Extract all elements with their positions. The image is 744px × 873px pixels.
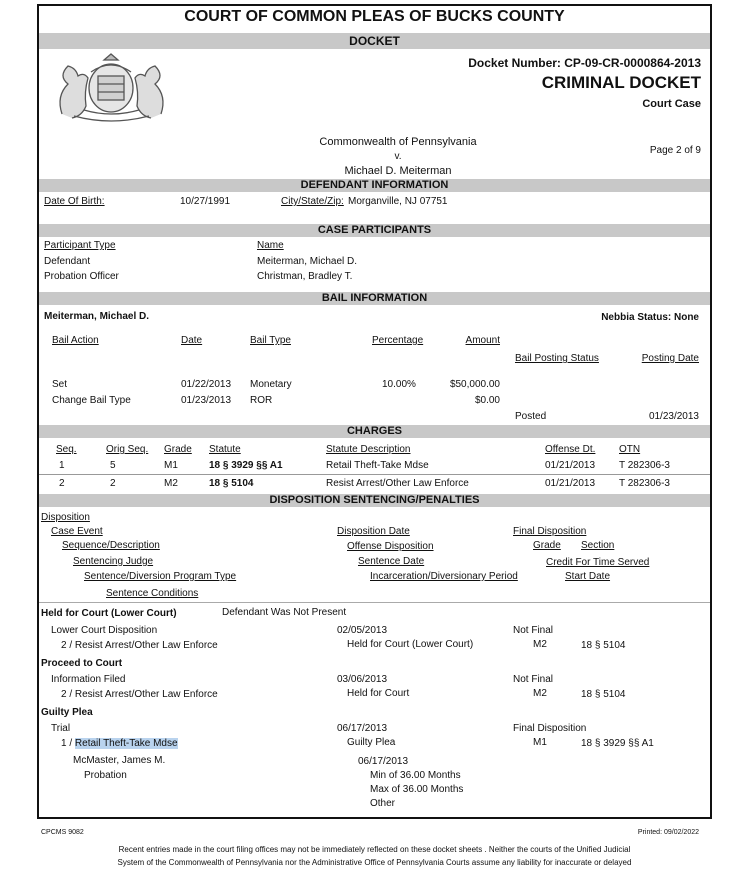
charge-description: Retail Theft-Take Mdse — [326, 460, 429, 471]
legend-disposition-date: Disposition Date — [337, 526, 410, 537]
proceed-title: Proceed to Court — [41, 658, 123, 669]
legend-program-type: Sentence/Diversion Program Type — [84, 571, 237, 582]
plea-disposition-date: 06/17/2013 — [337, 723, 388, 734]
docket-type: CRIMINAL DOCKET — [541, 73, 701, 92]
charge-offense-date-header: Offense Dt. — [545, 444, 596, 455]
proceed-offense-disposition: Held for Court — [347, 688, 410, 699]
bail-action: Set — [52, 379, 68, 390]
caption-line1: Commonwealth of Pennsylvania — [319, 136, 477, 148]
guilty-plea-title: Guilty Plea — [41, 707, 93, 718]
legend-sentencing-judge: Sentencing Judge — [73, 556, 154, 567]
page-label: Page 2 of 9 — [649, 145, 701, 156]
charge-orig-seq: 2 — [110, 478, 116, 489]
proceed-section: 18 § 5104 — [581, 689, 626, 700]
charge-otn-header: OTN — [619, 444, 641, 455]
city-value: Morganville, NJ 07751 — [348, 196, 448, 207]
charge-seq-header: Seq. — [56, 444, 77, 455]
bail-date-header: Date — [181, 335, 203, 346]
held-final-status: Not Final — [513, 625, 554, 636]
docket-number: Docket Number: CP-09-CR-0000864-2013 — [468, 56, 701, 70]
charge-orig-seq-header: Orig Seq. — [106, 444, 149, 455]
legend-sequence-description: Sequence/Description — [62, 540, 160, 551]
disclaimer-line2: System of the Commonwealth of Pennsylvania nor the Administrative Office of Pennsylvania Courts assume any liability for inaccurate or delayed — [117, 858, 632, 867]
bail-action-header: Bail Action — [52, 335, 99, 346]
docket-bar: DOCKET — [39, 33, 710, 49]
plea-grade: M1 — [533, 737, 547, 748]
charge-statute: 18 § 5104 — [209, 478, 254, 489]
bail-date: 01/23/2013 — [181, 395, 232, 406]
plea-sequence-description[interactable]: Retail Theft-Take Mdse — [74, 738, 178, 749]
legend-credit-time-served: Credit For Time Served — [546, 557, 650, 568]
participant-type: Probation Officer — [44, 271, 119, 282]
charge-description-header: Statute Description — [326, 444, 411, 455]
charge-statute: 18 § 3929 §§ A1 — [209, 460, 283, 471]
plea-sequence-number: 1 / — [61, 738, 75, 749]
held-case-event: Lower Court Disposition — [51, 625, 158, 636]
charge-description: Resist Arrest/Other Law Enforce — [326, 478, 469, 489]
disposition-legend-divider — [39, 602, 710, 603]
plea-sentence-date: 06/17/2013 — [358, 756, 409, 767]
plea-section: 18 § 3929 §§ A1 — [581, 738, 654, 749]
plea-max-period: Max of 36.00 Months — [370, 784, 464, 795]
legend-offense-disposition: Offense Disposition — [347, 541, 434, 552]
bail-action: Change Bail Type — [52, 395, 131, 406]
charge-seq: 1 — [59, 460, 65, 471]
nebbia-status: Nebbia Status: None — [601, 312, 699, 323]
legend-sentence-conditions: Sentence Conditions — [106, 588, 199, 599]
charge-grade: M1 — [164, 460, 178, 471]
bail-type: ROR — [250, 395, 273, 406]
plea-offense-disposition: Guilty Plea — [347, 737, 396, 748]
legend-final-disposition: Final Disposition — [513, 526, 587, 537]
legend-grade: Grade — [533, 540, 561, 551]
charge-statute-header: Statute — [209, 444, 241, 455]
bail-heading: BAIL INFORMATION — [39, 292, 710, 305]
bail-type-header: Bail Type — [250, 335, 291, 346]
defendant-info-heading: DEFENDANT INFORMATION — [39, 179, 710, 192]
legend-disposition: Disposition — [41, 512, 90, 523]
held-sequence: 2 / Resist Arrest/Other Law Enforce — [61, 640, 218, 651]
bail-percentage-header: Percentage — [372, 335, 424, 346]
held-for-court-title: Held for Court (Lower Court) — [41, 608, 177, 619]
participant-type: Defendant — [44, 256, 91, 267]
bail-posting-status-header: Bail Posting Status — [515, 353, 599, 364]
charge-row-divider — [39, 474, 710, 475]
charge-otn: T 282306-3 — [619, 478, 670, 489]
charge-grade: M2 — [164, 478, 178, 489]
charge-offense-date: 01/21/2013 — [545, 478, 596, 489]
participants-heading: CASE PARTICIPANTS — [39, 224, 710, 237]
participant-name-header: Name — [257, 240, 284, 251]
plea-final-status: Final Disposition — [513, 723, 587, 734]
held-section: 18 § 5104 — [581, 640, 626, 651]
case-kind: Court Case — [642, 98, 701, 110]
pennsylvania-seal-icon — [44, 52, 179, 125]
held-for-court-note: Defendant Was Not Present — [222, 607, 347, 618]
bail-amount: $50,000.00 — [449, 379, 500, 390]
proceed-grade: M2 — [533, 688, 547, 699]
plea-case-event: Trial — [51, 723, 71, 734]
dob-label: Date Of Birth: — [44, 196, 105, 207]
printed-date: Printed: 09/02/2022 — [637, 829, 699, 836]
bail-posted-status: Posted — [515, 411, 547, 422]
held-grade: M2 — [533, 639, 547, 650]
bail-type: Monetary — [250, 379, 292, 390]
bail-posting-date-header: Posting Date — [641, 353, 699, 364]
charge-seq: 2 — [59, 478, 65, 489]
legend-start-date: Start Date — [565, 571, 611, 582]
proceed-case-event: Information Filed — [51, 674, 126, 685]
plea-sentencing-judge: McMaster, James M. — [73, 755, 166, 766]
legend-case-event: Case Event — [51, 526, 103, 537]
charge-grade-header: Grade — [164, 444, 192, 455]
charge-orig-seq: 5 — [110, 460, 116, 471]
bail-posted-date: 01/23/2013 — [648, 411, 699, 422]
bail-amount: $0.00 — [474, 395, 500, 406]
dob-value: 10/27/1991 — [180, 196, 231, 207]
city-label: City/State/Zip: — [281, 196, 344, 207]
legend-section: Section — [581, 540, 615, 551]
caption-line3: Michael D. Meiterman — [344, 165, 452, 177]
plea-other: Other — [370, 798, 396, 809]
proceed-sequence: 2 / Resist Arrest/Other Law Enforce — [61, 689, 218, 700]
bail-amount-header: Amount — [465, 335, 500, 346]
plea-program-type: Probation — [84, 770, 127, 781]
plea-min-period: Min of 36.00 Months — [370, 770, 461, 781]
court-title: COURT OF COMMON PLEAS OF BUCKS COUNTY — [184, 8, 565, 25]
proceed-final-status: Not Final — [513, 674, 554, 685]
disclaimer-line1: Recent entries made in the court filing offices may not be immediately reflected on these docket sheets . Neither the courts of the Unified Judicial — [118, 845, 631, 854]
charge-otn: T 282306-3 — [619, 460, 670, 471]
participant-name: Meiterman, Michael D. — [257, 256, 358, 267]
charges-heading: CHARGES — [39, 425, 710, 438]
disposition-heading: DISPOSITION SENTENCING/PENALTIES — [39, 494, 710, 507]
plea-sequence — [61, 738, 178, 749]
bail-defendant-name: Meiterman, Michael D. — [44, 311, 150, 322]
bail-date: 01/22/2013 — [181, 379, 232, 390]
participant-type-header: Participant Type — [44, 240, 116, 251]
legend-incarceration-period: Incarceration/Diversionary Period — [370, 571, 518, 582]
legend-sentence-date: Sentence Date — [358, 556, 425, 567]
charge-offense-date: 01/21/2013 — [545, 460, 596, 471]
participant-name: Christman, Bradley T. — [257, 271, 353, 282]
bail-percentage: 10.00% — [382, 379, 416, 390]
caption-line2: v. — [394, 151, 402, 162]
held-disposition-date: 02/05/2013 — [337, 625, 388, 636]
held-offense-disposition: Held for Court (Lower Court) — [347, 639, 474, 650]
form-id: CPCMS 9082 — [41, 829, 84, 836]
proceed-disposition-date: 03/06/2013 — [337, 674, 388, 685]
